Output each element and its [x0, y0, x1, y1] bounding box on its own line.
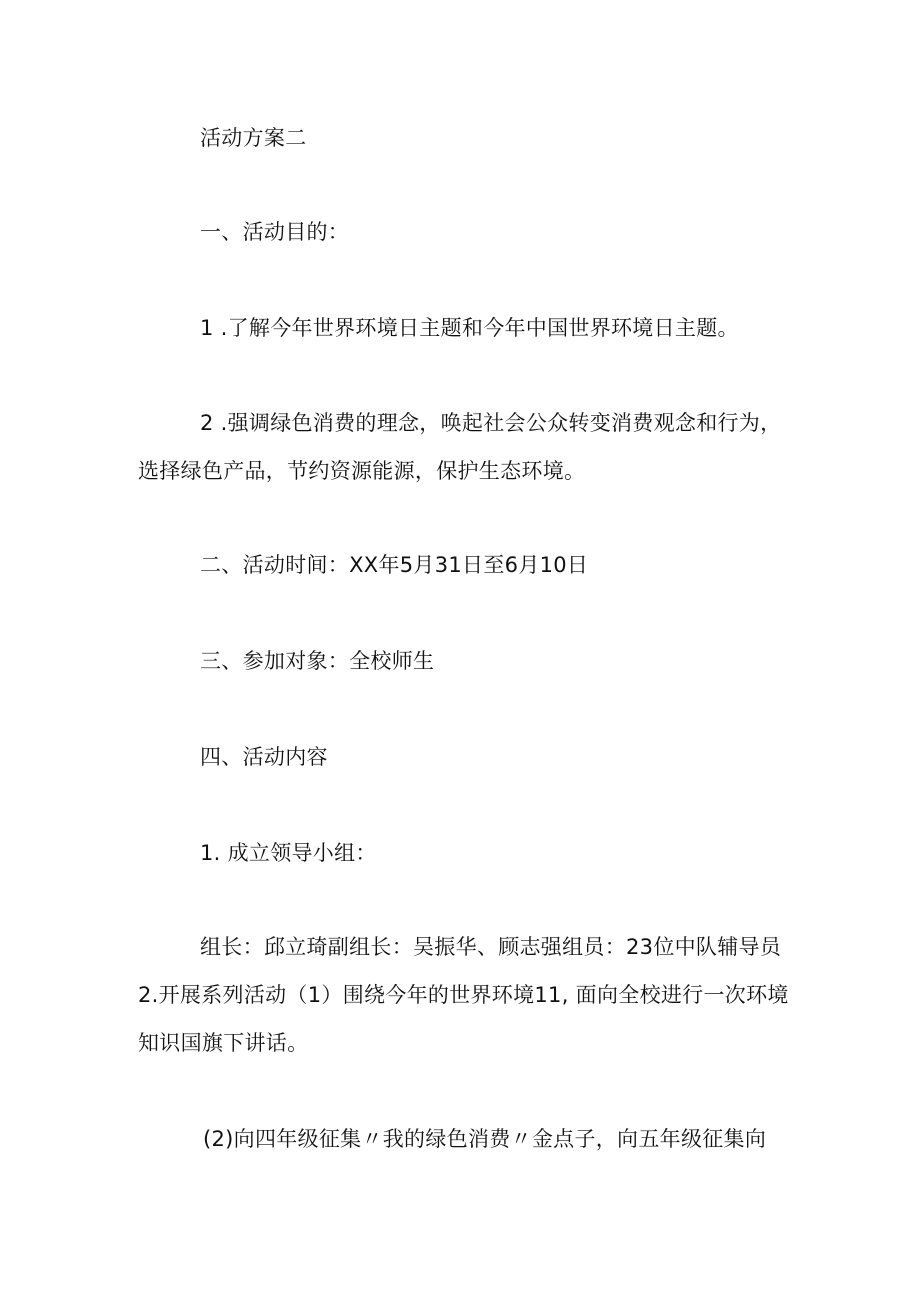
document-title: 活动方案二: [200, 126, 307, 150]
content-item-2-subitem-2: (2)向四年级征集〃我的绿色消费〃金点子，向五年级征集向: [203, 1127, 767, 1151]
section-heading-content: 四、活动内容: [200, 745, 328, 769]
purpose-item-2-line-1: 2 .强调绿色消费的理念，唤起社会公众转变消费观念和行为，: [200, 411, 782, 435]
content-item-2-line-1: 2.开展系列活动（1）围绕今年的世界环境11, 面向全校进行一次环境: [138, 983, 789, 1007]
section-heading-participants: 三、参加对象：全校师生: [200, 649, 435, 673]
section-heading-purpose: 一、活动目的：: [200, 220, 350, 244]
content-item-2-line-2: 知识国旗下讲话。: [138, 1031, 309, 1055]
purpose-item-1: 1 .了解今年世界环境日主题和今年中国世界环境日主题。: [200, 316, 739, 340]
section-heading-time: 二、活动时间：XX年5月31日至6月10日: [200, 553, 589, 577]
leadership-group-paragraph: 组长：邱立琦副组长：吴振华、顾志强组员：23位中队辅导员: [200, 935, 782, 959]
content-item-1-heading: 1. 成立领导小组：: [200, 841, 377, 865]
purpose-item-2-line-2: 选择绿色产品，节约资源能源，保护生态环境。: [138, 459, 586, 483]
